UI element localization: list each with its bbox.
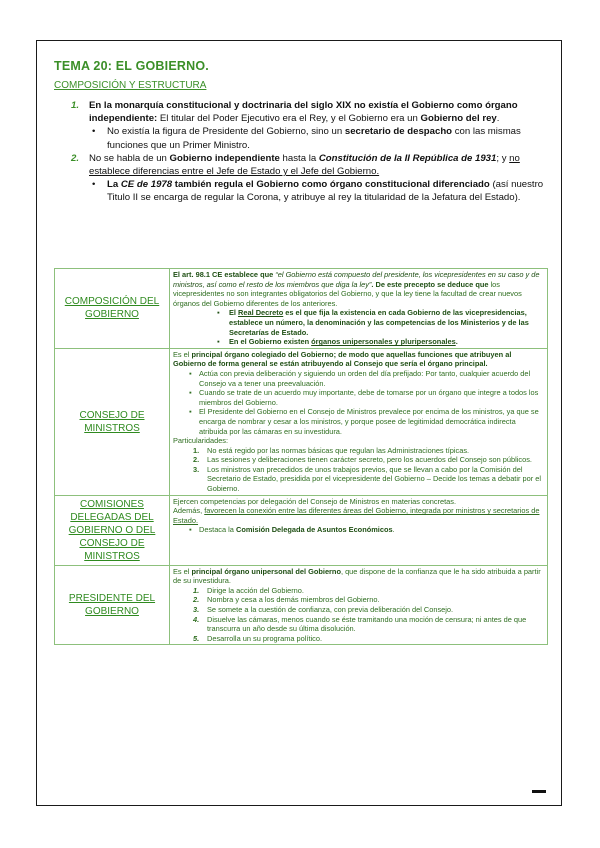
bullet-icon: ▪ (189, 525, 192, 535)
row-content-comisiones (170, 495, 548, 565)
presidente-list-4: Disuelve las cámaras, menos cuando se éste tramitando una moción de censura; ni antes de que transcurra un año desde su última disolución. (207, 614, 527, 634)
intro-item-2-bullet (54, 178, 546, 204)
presidente-text-b: , que dispone de la confianza que le ha sido atribuida a partir de su investidura. (173, 566, 541, 586)
comisiones-b1-bold: Comisión Delegada de Asuntos Económicos (235, 525, 393, 535)
intro-item-1-sub-text: No existía la figura de Presidente del Gobierno, sino un (107, 126, 345, 138)
consejo-list-2: Las sesiones y deliberaciones tienen carácter secreto, pero los acuerdos del Consejo son públicos. (207, 455, 532, 465)
list-number: 2. (193, 455, 200, 465)
presidente-list-3: Se somete a la cuestión de confianza, con previa deliberación del Consejo. (207, 605, 454, 615)
composicion-b2-end: . (455, 337, 458, 347)
intro-item-2-sub-bold: La (107, 179, 121, 191)
consejo-particularidades: Particularidades: (173, 436, 229, 446)
composicion-b1-text: El (229, 308, 239, 318)
row-label-comisiones: COMISIONES DELEGADAS DEL GOBIERNO O DEL CONSEJO DE MINISTROS (55, 495, 170, 565)
composicion-b2-text: En el Gobierno existen (229, 337, 312, 347)
list-item (173, 308, 544, 337)
list-item (173, 525, 544, 535)
intro-item-2 (54, 152, 546, 178)
table-row (55, 495, 548, 565)
document-page (36, 40, 562, 806)
presidente-list-1: Dirige la acción del Gobierno. (207, 585, 304, 595)
page-number-mark (532, 790, 546, 793)
intro-item-2-text: No se habla de un (89, 152, 170, 164)
intro-item-1-end: . (496, 113, 500, 125)
intro-item-1 (54, 99, 546, 125)
list-item (173, 337, 544, 347)
composicion-bold-2: . De este precepto se deduce que (371, 279, 489, 289)
consejo-list-1: No está regido por las normas básicas que regulan las Administraciones típicas. (207, 445, 470, 455)
composicion-b1-underline: Real Decreto (238, 308, 284, 318)
intro-item-2-sub-text: (así nuestro Titulo II se encarga de regular la Corona, y atribuye al rey la titularidad de la Jefatura del Estado). (107, 179, 544, 204)
list-item (173, 465, 544, 494)
consejo-bullet-1: Actúa con previa deliberación y siguiendo un orden del día prefijado: Por tanto, cualquier acuerdo del Consejo va a tener una preevaluación. (199, 368, 531, 388)
list-item (173, 455, 544, 465)
row-label-consejo: CONSEJO DE MINISTROS (55, 348, 170, 495)
consejo-bullet-3: El Presidente del Gobierno en el Consejo de Ministros prevalece por encima de los ministros, ya que se encarga de nombrar y cesar a los ministros, y porque posee de legitimidad democrática indirecta atribuida por las cámaras en su investidura. (199, 407, 539, 436)
list-number: 1. (193, 445, 200, 455)
row-label-presidente: PRESIDENTE DEL GOBIERNO (55, 565, 170, 645)
intro-item-2-sub-ce: CE de 1978 (120, 179, 173, 191)
row-content-composicion (170, 269, 548, 349)
list-item (173, 388, 544, 407)
consejo-bold: principal órgano colegiado del Gobierno; de modo que aquellas funciones que atribuyen al Gobierno de forma general se están atribuyendo al Consejo que sería el órgano principal. (173, 349, 512, 369)
composicion-bold: El art. 98.1 CE establece que (173, 270, 276, 279)
list-item (173, 407, 544, 436)
bullet-icon: ▪ (189, 368, 192, 378)
list-number: 2. (193, 595, 200, 605)
consejo-bullet-2: Cuando se trate de un acuerdo muy importante, debe de tomarse por un órgano que integre a todos los miembros del Gobierno. (199, 388, 539, 407)
row-label-composicion: COMPOSICIÓN DEL GOBIERNO (55, 269, 170, 349)
list-number: 3. (193, 605, 200, 615)
intro-item-2-text-b: hasta la (279, 152, 319, 164)
comisiones-underline: favorecen la conexión entre las diferentes áreas del Gobierno, integrada por ministros y secretarios de Estado. (173, 506, 540, 525)
comisiones-b1-text: Destaca la (199, 525, 236, 535)
bullet-icon: • (92, 179, 96, 191)
list-item (173, 615, 544, 634)
consejo-list-3: Los ministros van precedidos de unos trabajos previos, que se llevan a cabo por la Comisión del Secretario de Estado, presidida por el vicepresidente del Gobierno – Decide los temas a debatir por el Gobierno. (207, 464, 542, 494)
bullet-icon: ▪ (189, 407, 192, 417)
list-item (173, 634, 544, 644)
page-title: TEMA 20: EL GOBIERNO. (54, 59, 209, 73)
square-bullet-icon: ▪ (217, 337, 220, 347)
intro-item-2-text-c: ; y (496, 152, 510, 164)
intro-item-2-number: 2. (71, 152, 80, 164)
intro-item-2-constitution: Constitución de la II República de 1931 (318, 152, 497, 164)
list-item (173, 446, 544, 456)
presidente-list-5: Desarrolla un su programa político. (207, 633, 323, 643)
table-row (55, 269, 548, 349)
list-number: 3. (193, 464, 200, 474)
table-row (55, 348, 548, 495)
intro-item-1-bullet (54, 125, 546, 151)
square-bullet-icon: ▪ (217, 308, 220, 318)
intro-item-2-sub-bold-b: también regula el Gobierno como órgano constitucional diferenciado (172, 179, 490, 191)
intro-item-1-sub-end: con las mismas funciones que un Primer Ministro. (107, 126, 521, 151)
intro-item-1-text: El titular del Poder Ejecutivo era el Rey, y el Gobierno era un (157, 113, 421, 125)
comisiones-text-2: Además, (173, 506, 205, 516)
list-item (173, 605, 544, 615)
table-row (55, 565, 548, 645)
intro-item-1-number: 1. (71, 100, 80, 111)
list-number: 5. (193, 633, 200, 643)
comisiones-b1-end: . (392, 525, 395, 535)
bullet-icon: ▪ (189, 388, 192, 398)
summary-table (54, 268, 548, 645)
consejo-text: Es el (173, 349, 192, 359)
composicion-b2-underline: órganos unipersonales y pluripersonales (311, 337, 456, 347)
composicion-b1-text-b: es el que fija la existencia en cada Gobierno de las vicepresidencias, establece un número, la denominación y las competencias de los Ministerios y de las Secretarías de Estado. (229, 308, 529, 337)
bullet-icon: • (92, 126, 96, 138)
list-item (173, 586, 544, 596)
intro-section (54, 99, 546, 205)
page-subtitle: COMPOSICIÓN Y ESTRUCTURA (54, 80, 207, 91)
list-number: 4. (193, 614, 200, 624)
presidente-text: Es el (173, 566, 192, 576)
intro-item-1-bold: En la monarquía constitucional y doctrinaria del siglo XIX no existía el Gobierno como órgano independiente: (89, 100, 518, 125)
presidente-bold: principal órgano unipersonal del Gobierno (191, 566, 341, 576)
intro-item-1-bold-b: Gobierno del rey (420, 113, 497, 125)
composicion-text: los vicepresidentes no son integrantes obligatorios del Gobierno, y que la ley tiene la facultad de crear nuevos órganos del Gobierno diferentes de los anteriores. (173, 279, 522, 308)
intro-item-2-bold: Gobierno independiente (169, 152, 280, 164)
intro-item-2-underline: no establece diferencias entre el Jefe de Estado y el Jefe del Gobierno. (89, 152, 520, 178)
row-content-presidente (170, 565, 548, 645)
list-number: 1. (193, 585, 200, 595)
list-item (173, 595, 544, 605)
comisiones-text: Ejercen competencias por delegación del Consejo de Ministros en materias concretas. (173, 496, 457, 506)
list-item (173, 369, 544, 388)
presidente-list-2: Nombra y cesa a los demás miembros del Gobierno. (207, 595, 380, 605)
intro-item-1-sub-bold: secretario de despacho (344, 126, 453, 138)
composicion-quote: “el Gobierno está compuesto del presidente, los vicepresidentes en su caso y de ministros, así como el resto de los miembros que diga la ley” (173, 270, 540, 289)
row-content-consejo (170, 348, 548, 495)
